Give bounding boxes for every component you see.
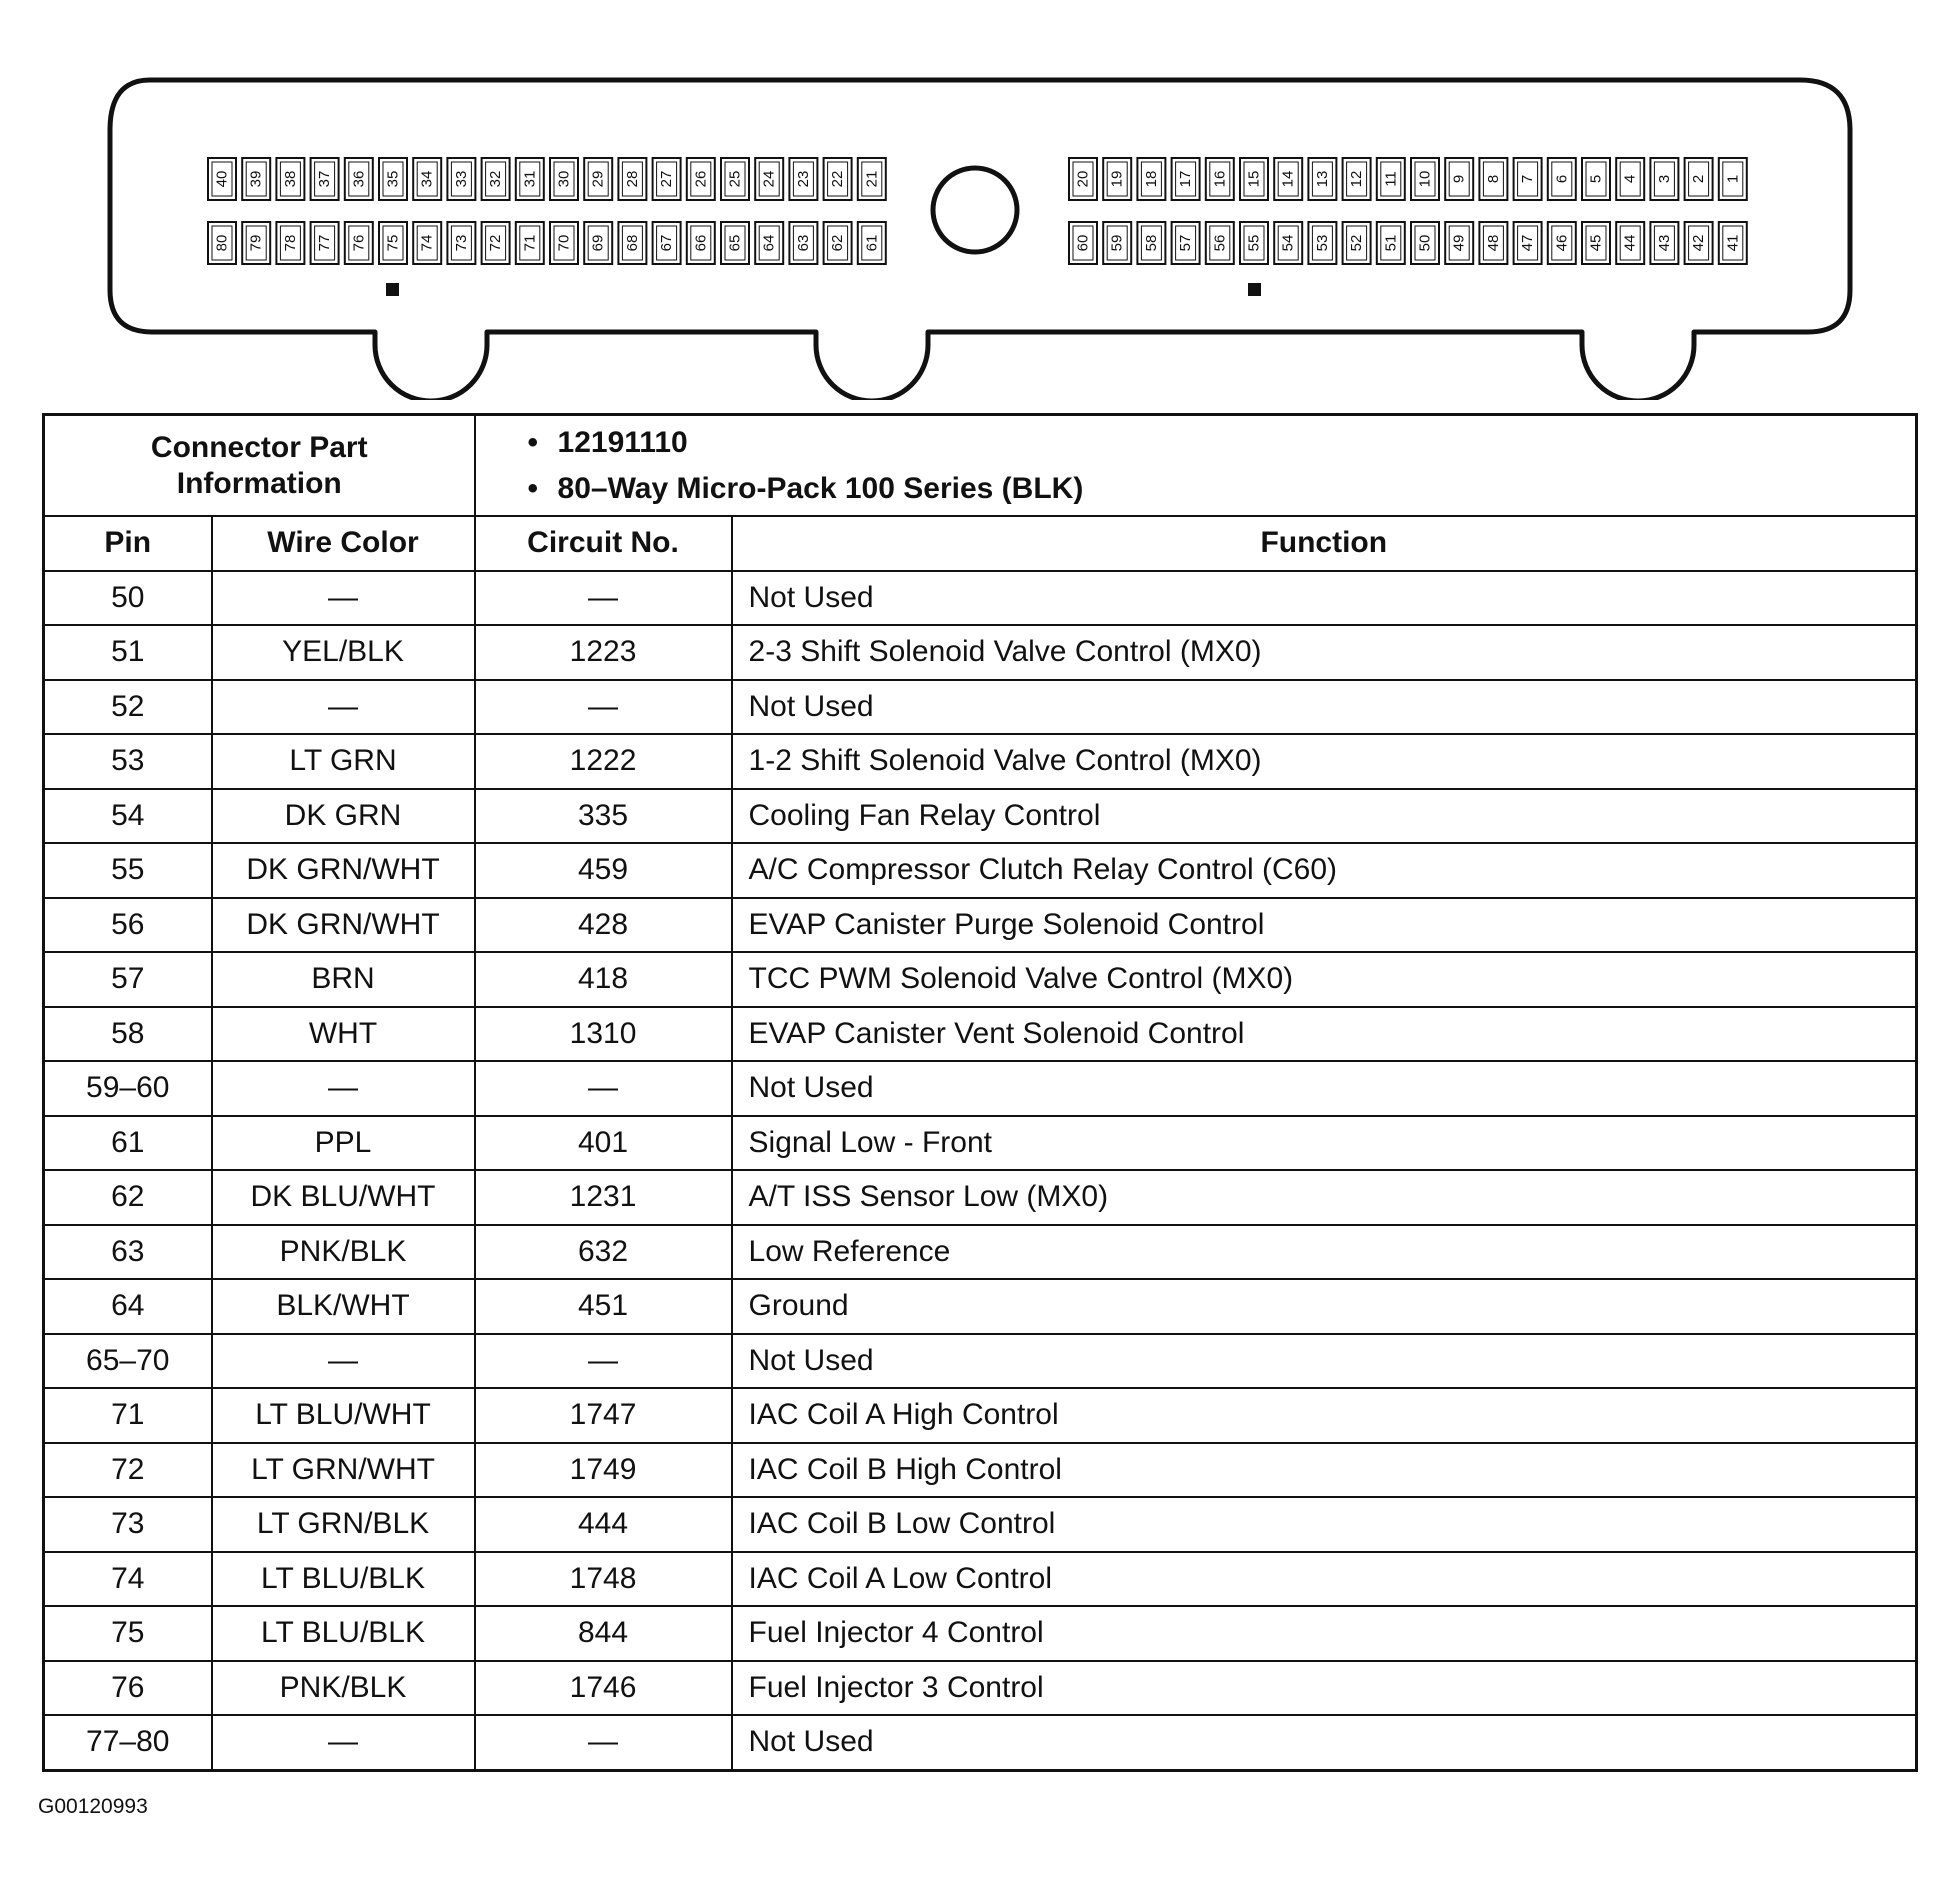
pin-row-bottom-right: [1069, 222, 1747, 264]
cell-wire-color: PNK/BLK: [212, 1225, 475, 1280]
cell-function: A/T ISS Sensor Low (MX0): [732, 1170, 1917, 1225]
cell-circuit-no: —: [475, 1715, 732, 1770]
pin-number: 24: [760, 170, 778, 188]
table-row: [44, 1116, 1917, 1171]
cell-wire-color: PPL: [212, 1116, 475, 1171]
table-row: [44, 1334, 1917, 1389]
cell-function: A/C Compressor Clutch Relay Control (C60): [732, 843, 1917, 898]
cell-function: Fuel Injector 3 Control: [732, 1661, 1917, 1716]
cell-circuit-no: 844: [475, 1606, 732, 1661]
cell-wire-color: LT GRN/BLK: [212, 1497, 475, 1552]
figure-id: G00120993: [38, 1795, 148, 1818]
cell-wire-color: YEL/BLK: [212, 625, 475, 680]
cell-pin: 73: [44, 1497, 212, 1552]
cell-circuit-no: —: [475, 1061, 732, 1116]
table-row: [44, 1061, 1917, 1116]
header-wire-color: Wire Color: [212, 516, 475, 571]
cell-pin: 72: [44, 1443, 212, 1498]
cell-wire-color: LT BLU/BLK: [212, 1552, 475, 1607]
cell-wire-color: DK GRN: [212, 789, 475, 844]
table-row: [44, 1279, 1917, 1334]
table-header-row: [44, 516, 1917, 571]
table-row: [44, 1225, 1917, 1280]
pin-number: 20: [1074, 170, 1092, 188]
pin-number: 41: [1724, 234, 1742, 252]
header-pin: Pin: [44, 516, 212, 571]
pin-number: 22: [829, 170, 847, 188]
pin-number: 21: [863, 170, 881, 188]
pin-number: 37: [316, 170, 334, 188]
cell-pin: 51: [44, 625, 212, 680]
pin-number: 40: [213, 170, 231, 188]
pin-number: 34: [418, 170, 436, 188]
pin-number: 29: [589, 170, 607, 188]
pin-number: 61: [863, 234, 881, 252]
pin-number: 71: [521, 234, 539, 252]
connector-info-values: [475, 415, 1917, 517]
bullet: •: [527, 471, 539, 505]
pin-number: 67: [658, 234, 676, 252]
table-row: [44, 1007, 1917, 1062]
table-row: [44, 789, 1917, 844]
pin-number: 27: [658, 170, 676, 188]
pin-number: 32: [487, 170, 505, 188]
bullet: •: [527, 425, 539, 459]
cell-wire-color: DK GRN/WHT: [212, 843, 475, 898]
pin-number: 4: [1621, 174, 1639, 184]
cell-wire-color: BRN: [212, 952, 475, 1007]
cell-circuit-no: 1748: [475, 1552, 732, 1607]
pin-number: 9: [1450, 174, 1468, 184]
cell-circuit-no: —: [475, 1334, 732, 1389]
cell-function: Not Used: [732, 680, 1917, 735]
cell-pin: 76: [44, 1661, 212, 1716]
table-row: [44, 1715, 1917, 1770]
cell-wire-color: —: [212, 1061, 475, 1116]
cell-wire-color: LT BLU/BLK: [212, 1606, 475, 1661]
pin-number: 1: [1724, 174, 1742, 184]
cell-function: TCC PWM Solenoid Valve Control (MX0): [732, 952, 1917, 1007]
cell-pin: 75: [44, 1606, 212, 1661]
pin-number: 60: [1074, 234, 1092, 252]
table-row: [44, 571, 1917, 626]
pin-number: 50: [1416, 234, 1434, 252]
header-function: Function: [732, 516, 1917, 571]
pin-number: 39: [247, 170, 265, 188]
pin-number: 54: [1279, 234, 1297, 252]
cell-pin: 64: [44, 1279, 212, 1334]
cell-circuit-no: 1222: [475, 734, 732, 789]
pin-number: 62: [829, 234, 847, 252]
cell-circuit-no: 401: [475, 1116, 732, 1171]
pin-number: 31: [521, 170, 539, 188]
table-row: [44, 1497, 1917, 1552]
cell-pin: 56: [44, 898, 212, 953]
pin-number: 58: [1142, 234, 1160, 252]
table-row: [44, 1606, 1917, 1661]
pin-number: 72: [487, 234, 505, 252]
cell-pin: 50: [44, 571, 212, 626]
pin-number: 78: [281, 234, 299, 252]
cell-wire-color: —: [212, 680, 475, 735]
connector-description-line: [528, 466, 1915, 512]
pin-number: 33: [452, 170, 470, 188]
pin-number: 57: [1177, 234, 1195, 252]
pin-number: 8: [1484, 174, 1502, 184]
pin-number: 43: [1655, 234, 1673, 252]
connector-description: 80–Way Micro-Pack 100 Series (BLK): [557, 471, 1084, 505]
pin-number: 68: [623, 234, 641, 252]
header-circuit-no: Circuit No.: [475, 516, 732, 571]
pin-number: 11: [1382, 171, 1400, 187]
cell-pin: 57: [44, 952, 212, 1007]
cell-circuit-no: 459: [475, 843, 732, 898]
connector-info-label-line1: Connector Part: [150, 430, 368, 464]
cell-pin: 53: [44, 734, 212, 789]
cell-function: 2-3 Shift Solenoid Valve Control (MX0): [732, 625, 1917, 680]
cell-function: IAC Coil A Low Control: [732, 1552, 1917, 1607]
pin-number: 45: [1587, 234, 1605, 252]
pin-number: 14: [1279, 170, 1297, 188]
pin-row-top-right: [1069, 158, 1747, 200]
table-row: [44, 952, 1917, 1007]
cell-pin: 55: [44, 843, 212, 898]
cell-pin: 63: [44, 1225, 212, 1280]
cell-pin: 52: [44, 680, 212, 735]
cell-pin: 71: [44, 1388, 212, 1443]
pin-number: 74: [418, 234, 436, 252]
connector-info-row: [44, 415, 1917, 517]
pin-number: 79: [247, 234, 265, 252]
pin-number: 30: [555, 170, 573, 188]
cell-pin: 77–80: [44, 1715, 212, 1770]
pin-number: 65: [726, 234, 744, 252]
cell-function: Low Reference: [732, 1225, 1917, 1280]
pin-number: 77: [316, 234, 334, 252]
part-number: 12191110: [557, 425, 688, 459]
cell-wire-color: LT GRN: [212, 734, 475, 789]
cell-wire-color: BLK/WHT: [212, 1279, 475, 1334]
pin-number: 13: [1313, 170, 1331, 188]
cell-circuit-no: 1746: [475, 1661, 732, 1716]
pin-number: 46: [1553, 234, 1571, 252]
pin-number: 18: [1142, 170, 1160, 188]
cell-function: Not Used: [732, 1334, 1917, 1389]
table-row: [44, 1388, 1917, 1443]
cell-function: IAC Coil A High Control: [732, 1388, 1917, 1443]
pin-number: 56: [1211, 234, 1229, 252]
cell-function: Not Used: [732, 1715, 1917, 1770]
pinout-table: [42, 413, 1918, 1772]
pin-80-marker-left: [386, 283, 399, 296]
cell-wire-color: WHT: [212, 1007, 475, 1062]
pin-number: 59: [1108, 234, 1126, 252]
cell-pin: 74: [44, 1552, 212, 1607]
cell-function: Not Used: [732, 1061, 1917, 1116]
cell-function: Not Used: [732, 571, 1917, 626]
table-row: [44, 680, 1917, 735]
pin-number: 51: [1382, 234, 1400, 252]
cell-wire-color: LT BLU/WHT: [212, 1388, 475, 1443]
pin-number: 48: [1484, 234, 1502, 252]
cell-wire-color: PNK/BLK: [212, 1661, 475, 1716]
cell-function: Ground: [732, 1279, 1917, 1334]
pin-number: 38: [281, 170, 299, 188]
pin-number: 47: [1519, 234, 1537, 252]
pin-number: 10: [1416, 170, 1434, 188]
cell-pin: 58: [44, 1007, 212, 1062]
pin-number: 55: [1245, 234, 1263, 252]
cell-function: EVAP Canister Purge Solenoid Control: [732, 898, 1917, 953]
pin-number: 53: [1313, 234, 1331, 252]
cell-function: IAC Coil B High Control: [732, 1443, 1917, 1498]
cell-wire-color: —: [212, 1334, 475, 1389]
pin-number: 3: [1655, 174, 1673, 184]
pin-number: 64: [760, 234, 778, 252]
cell-function: IAC Coil B Low Control: [732, 1497, 1917, 1552]
cell-function: Cooling Fan Relay Control: [732, 789, 1917, 844]
pin-row-top-left: [208, 158, 886, 200]
cell-circuit-no: 428: [475, 898, 732, 953]
cell-circuit-no: 451: [475, 1279, 732, 1334]
table-row: [44, 898, 1917, 953]
pin-number: 17: [1177, 170, 1195, 188]
cell-circuit-no: —: [475, 680, 732, 735]
cell-circuit-no: 1223: [475, 625, 732, 680]
pin-number: 26: [692, 170, 710, 188]
pin-number: 69: [589, 234, 607, 252]
cell-circuit-no: 1747: [475, 1388, 732, 1443]
pin-number: 19: [1108, 170, 1126, 188]
pin-number: 28: [623, 170, 641, 188]
table-row: [44, 843, 1917, 898]
cell-circuit-no: —: [475, 571, 732, 626]
pin-number: 5: [1587, 174, 1605, 184]
table-row: [44, 1552, 1917, 1607]
pin-number: 25: [726, 170, 744, 188]
cell-circuit-no: 632: [475, 1225, 732, 1280]
cell-wire-color: —: [212, 1715, 475, 1770]
cell-wire-color: DK BLU/WHT: [212, 1170, 475, 1225]
pin-number: 35: [384, 170, 402, 188]
connector-info-label-line2: Information: [176, 466, 342, 500]
cell-function: Signal Low - Front: [732, 1116, 1917, 1171]
pin-row-bottom-left: [208, 222, 886, 264]
cell-circuit-no: 1231: [475, 1170, 732, 1225]
pin-number: 80: [213, 234, 231, 252]
connector-face-diagram: [0, 0, 1951, 400]
pin-number: 6: [1553, 174, 1571, 184]
cell-wire-color: —: [212, 571, 475, 626]
pin-number: 16: [1211, 170, 1229, 188]
pin-60-marker-right: [1248, 283, 1261, 296]
pin-number: 23: [794, 170, 812, 188]
pin-number: 63: [794, 234, 812, 252]
table-row: [44, 625, 1917, 680]
table-row: [44, 1443, 1917, 1498]
part-number-line: [528, 420, 1915, 466]
pin-number: 76: [350, 234, 368, 252]
cell-circuit-no: 335: [475, 789, 732, 844]
cell-wire-color: LT GRN/WHT: [212, 1443, 475, 1498]
cell-pin: 61: [44, 1116, 212, 1171]
pin-number: 12: [1348, 170, 1366, 188]
cell-circuit-no: 444: [475, 1497, 732, 1552]
cell-wire-color: DK GRN/WHT: [212, 898, 475, 953]
cell-circuit-no: 1310: [475, 1007, 732, 1062]
cell-function: Fuel Injector 4 Control: [732, 1606, 1917, 1661]
pin-number: 66: [692, 234, 710, 252]
table-row: [44, 734, 1917, 789]
pin-number: 15: [1245, 170, 1263, 188]
pin-number: 73: [452, 234, 470, 252]
cell-pin: 54: [44, 789, 212, 844]
table-row: [44, 1661, 1917, 1716]
pin-number: 7: [1519, 174, 1537, 184]
pin-number: 75: [384, 234, 402, 252]
cell-pin: 62: [44, 1170, 212, 1225]
center-guide-hole: [933, 168, 1017, 252]
pin-number: 2: [1690, 174, 1708, 184]
pin-number: 42: [1690, 234, 1708, 252]
pin-number: 36: [350, 170, 368, 188]
cell-pin: 65–70: [44, 1334, 212, 1389]
table-row: [44, 1170, 1917, 1225]
pin-number: 49: [1450, 234, 1468, 252]
cell-circuit-no: 418: [475, 952, 732, 1007]
cell-pin: 59–60: [44, 1061, 212, 1116]
pin-number: 52: [1348, 234, 1366, 252]
cell-circuit-no: 1749: [475, 1443, 732, 1498]
connector-info-label: [44, 415, 475, 517]
cell-function: EVAP Canister Vent Solenoid Control: [732, 1007, 1917, 1062]
cell-function: 1-2 Shift Solenoid Valve Control (MX0): [732, 734, 1917, 789]
pin-number: 70: [555, 234, 573, 252]
pin-number: 44: [1621, 234, 1639, 252]
